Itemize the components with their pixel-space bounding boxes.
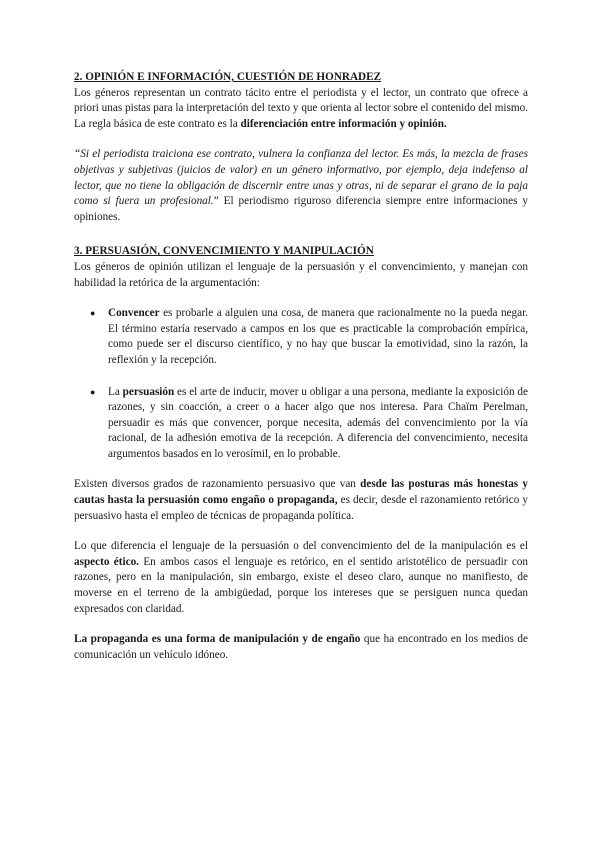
paragraph-bold-text: aspecto ético. (74, 555, 139, 568)
bullet-icon: ● (90, 386, 96, 397)
list-item-term: Convencer (108, 307, 160, 320)
paragraph-text: En ambos casos el lenguaje es retórico, en el sentido aristotélico de persuadir con razones, pero en la manipulación, sin embargo, existe el deseo claro, aunque no manifiesto, de moverse en el terreno de la ambigüedad, porque los intereses que se persiguen nunca quedan expresados con claridad. (74, 555, 529, 615)
list-item-text: es probarle a alguien una cosa, de manera que racionalmente no la pueda negar. El término estaría reservado a campos en los que es practicable la comprobación empírica, como puede ser el discurso científico, y no hay que buscar la emotividad, sino la razón, la reflexión y la recepción. (108, 307, 528, 366)
list-item-convencer (90, 306, 528, 368)
section-3-paragraph-propaganda (74, 632, 528, 663)
quote-close-mark: ” (213, 195, 219, 208)
paragraph-bold-text: diferenciación entre información y opinión. (240, 117, 447, 130)
paragraph-text: Existen diversos grados de razonamiento persuasivo que van (74, 478, 361, 491)
paragraph-bold-text: La propaganda es una forma de manipulación y de engaño (74, 633, 361, 646)
bullet-list (74, 306, 528, 462)
list-item-prefix: La (108, 385, 123, 398)
section-2-heading: 2. OPINIÓN E INFORMACIÓN, CUESTIÓN DE HONRADEZ (74, 71, 382, 83)
bullet-icon: ● (90, 308, 96, 319)
quote-text: “Si el periodista traiciona ese contrato, vulnera la confianza del lector. Es más, la mezcla de frases objetivas y subjetivas (juicios de valor) en un género informativo, por ejemplo, deja indefenso al lector, que no tiene la obligación de discernir entre unas y otras, ni de separar el grano de la paja como si fuera un profesional. (74, 148, 528, 208)
section-2-paragraph (74, 86, 528, 133)
paragraph-text: que ha encontrado en los medios de comunicación un vehículo idóneo. (74, 633, 528, 661)
paragraph-bold-text: desde las posturas más honestas y cautas hasta la persuasión como engaño o propaganda, (74, 478, 528, 507)
paragraph-text: es decir, desde el razonamiento retórico y persuasivo hasta el empleo de técnicas de propaganda política. (74, 494, 528, 522)
list-item-term: persuasión (122, 385, 175, 398)
section-2-quote-paragraph (74, 147, 528, 225)
section-3-paragraph-ethics (74, 539, 528, 617)
quote-after-text: El periodismo riguroso diferencia siempre entre informaciones y opiniones. (74, 195, 528, 223)
list-item-text: es el arte de inducir, mover u obligar a una persona, mediante la exposición de razones, y sin coacción, a creer o a hacer algo que nos interesa. Para Chaïm Perelman, persuadir es más que convencer, porque necesita, además del convencimiento por la vía racional, de la adhesión emotiva de la recepción. A diferencia del convencimiento, necesita argumentos basados en lo verosímil, en lo probable. (108, 385, 528, 460)
list-item-persuasion (90, 385, 528, 463)
paragraph-text: Lo que diferencia el lenguaje de la persuasión o del convencimiento del de la manipulación es el (74, 540, 528, 553)
section-3-paragraph-degrees (74, 477, 528, 524)
section-3-intro: Los géneros de opinión utilizan el lenguaje de la persuasión y el convencimiento, y manejan con habilidad la retórica de la argumentación: (74, 260, 528, 289)
section-3-heading: 3. PERSUASIÓN, CONVENCIMIENTO Y MANIPULACIÓN (74, 245, 374, 258)
paragraph-text: Los géneros representan un contrato tácito entre el periodista y el lector, un contrato que ofrece a priori unas pistas para la interpretación del texto y que orienta al lector sobre el contenido del mismo. La regla básica de este contrato es la (74, 86, 528, 130)
